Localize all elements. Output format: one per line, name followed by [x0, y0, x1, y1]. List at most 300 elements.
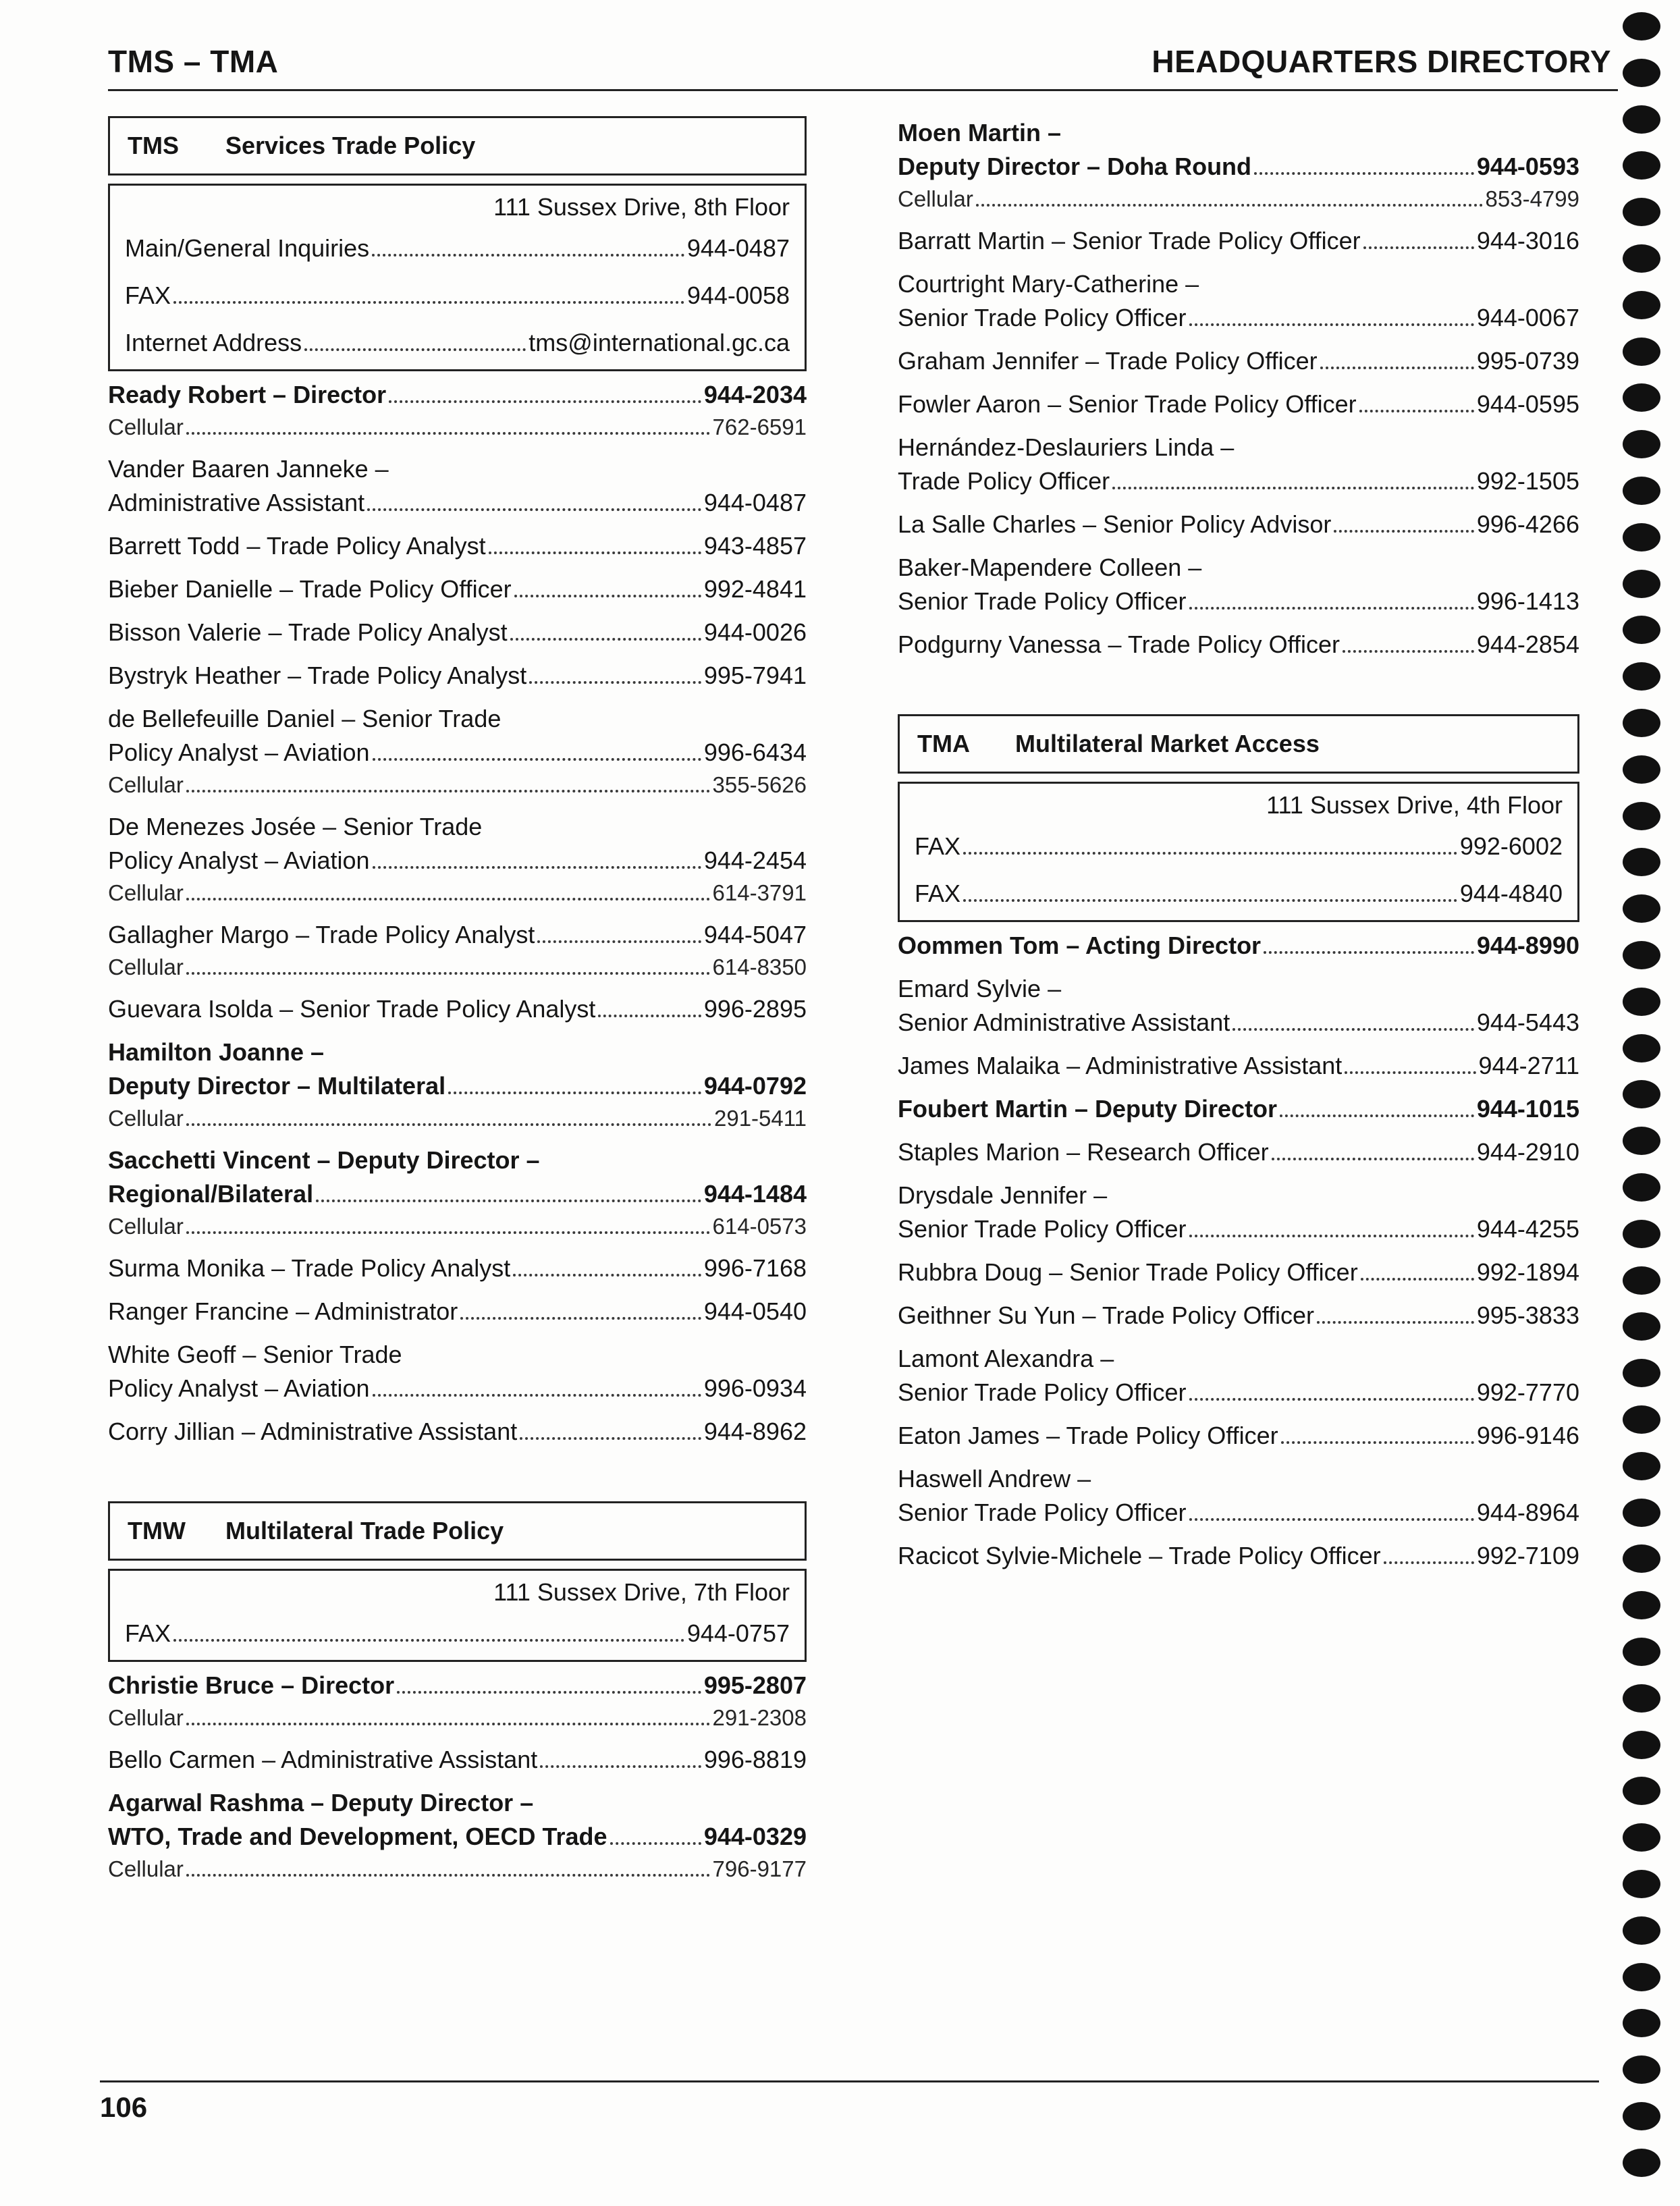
- dot-leader: [373, 1394, 701, 1397]
- entry-number: 614-0573: [712, 1214, 807, 1239]
- entry-line: [898, 1049, 1579, 1083]
- binding-hole: [1623, 1173, 1660, 1202]
- dot-leader: [510, 638, 701, 641]
- dot-leader: [1272, 1158, 1474, 1160]
- dot-leader: [1189, 323, 1474, 326]
- entry-label: Lamont Alexandra –: [898, 1345, 1114, 1372]
- entry-number: 944-0595: [1476, 390, 1579, 418]
- section-title: Multilateral Trade Policy: [225, 1517, 504, 1544]
- dot-leader: [610, 1842, 701, 1845]
- entry-label: Moen Martin –: [898, 119, 1062, 146]
- entry-label: Staples Marion – Research Officer: [898, 1138, 1269, 1166]
- entry-label: Cellular: [108, 414, 184, 439]
- entry-line: [898, 1256, 1579, 1289]
- entry-label: FAX: [915, 880, 961, 907]
- directory-entry: [108, 1295, 807, 1328]
- binding-hole: [1623, 1220, 1660, 1248]
- entry-label: Senior Trade Policy Officer: [898, 1378, 1187, 1406]
- binding-hole: [1623, 1359, 1660, 1387]
- binding-hole: [1623, 244, 1660, 273]
- directory-entry: [108, 1035, 807, 1134]
- entry-label: Barratt Martin – Senior Trade Policy Officer: [898, 227, 1361, 254]
- entry-line: [108, 1854, 807, 1885]
- entry-line: [108, 1069, 807, 1103]
- binding-hole: [1623, 151, 1660, 180]
- entry-line: [898, 224, 1579, 258]
- entry-line: [108, 1035, 807, 1069]
- binding-hole: [1623, 1916, 1660, 1945]
- dot-leader: [598, 1015, 701, 1017]
- dot-leader: [1359, 410, 1474, 412]
- entry-line: [898, 1135, 1579, 1169]
- entry-label: Administrative Assistant: [108, 489, 365, 516]
- entry-line: [108, 659, 807, 693]
- entry-line: [898, 1419, 1579, 1453]
- entry-line: [898, 184, 1579, 215]
- dot-leader: [1320, 367, 1474, 369]
- directory-entry: [898, 387, 1579, 421]
- dot-leader: [367, 508, 701, 511]
- entry-number: 291-2308: [712, 1705, 807, 1730]
- dot-leader: [186, 432, 710, 435]
- section-heading: [108, 1501, 807, 1561]
- dot-leader: [1232, 1028, 1474, 1031]
- entry-label: Surma Monika – Trade Policy Analyst: [108, 1254, 511, 1282]
- directory-entry: [108, 529, 807, 563]
- directory-entry: [898, 508, 1579, 541]
- binding-hole: [1623, 1591, 1660, 1619]
- section-tms: [108, 116, 807, 1449]
- entry-line: [108, 1786, 807, 1820]
- entry-label: Christie Bruce – Director: [108, 1671, 395, 1699]
- directory-entry: [898, 1179, 1579, 1246]
- entry-line: [125, 1610, 790, 1657]
- directory-entry: [898, 431, 1579, 498]
- dot-leader: [529, 681, 701, 684]
- directory-entry: [108, 1786, 807, 1885]
- contact-box: [108, 1569, 807, 1662]
- dot-leader: [316, 1200, 701, 1202]
- entry-number: 944-0026: [703, 618, 807, 646]
- entry-line: [898, 1179, 1579, 1212]
- entry-line: [108, 486, 807, 520]
- directory-entry: [108, 378, 807, 443]
- entry-label: Fowler Aaron – Senior Trade Policy Officer: [898, 390, 1357, 418]
- dot-leader: [397, 1691, 701, 1694]
- entry-line: [108, 378, 807, 412]
- entry-line: [898, 1212, 1579, 1246]
- entry-line: [108, 529, 807, 563]
- entry-number: 944-0593: [1476, 153, 1579, 180]
- binding-hole: [1623, 430, 1660, 458]
- directory-entry: [108, 452, 807, 520]
- dot-leader: [304, 348, 526, 351]
- section-tms-continued: [898, 116, 1579, 662]
- binding-hole: [1623, 988, 1660, 1016]
- directory-entry: [898, 1256, 1579, 1289]
- entry-label: Senior Trade Policy Officer: [898, 304, 1187, 331]
- entry-label: Cellular: [108, 954, 184, 979]
- entry-label: Courtright Mary-Catherine –: [898, 270, 1199, 298]
- dot-leader: [186, 898, 710, 900]
- entry-number: 614-8350: [712, 954, 807, 979]
- dot-leader: [1189, 1398, 1474, 1401]
- directory-entry: [898, 1539, 1579, 1573]
- binding-hole: [1623, 1544, 1660, 1573]
- dot-leader: [373, 866, 701, 869]
- entry-line: [125, 319, 790, 367]
- entry-number: 944-4255: [1476, 1215, 1579, 1243]
- entry-number: 992-1505: [1476, 467, 1579, 495]
- entry-number: 944-3016: [1476, 227, 1579, 254]
- binding-hole: [1623, 523, 1660, 552]
- entry-line: [898, 1462, 1579, 1496]
- entry-label: Agarwal Rashma – Deputy Director –: [108, 1789, 534, 1817]
- dot-leader: [1384, 1561, 1474, 1564]
- section-title: Services Trade Policy: [225, 132, 476, 159]
- entry-line: [108, 992, 807, 1026]
- dot-leader: [1281, 1441, 1474, 1444]
- entry-label: de Bellefeuille Daniel – Senior Trade: [108, 705, 502, 732]
- dot-leader: [1189, 1235, 1474, 1237]
- directory-entry: [108, 810, 807, 909]
- dot-leader: [372, 254, 684, 257]
- entry-line: [108, 1415, 807, 1449]
- binding-hole: [1623, 1777, 1660, 1805]
- entry-label: Barrett Todd – Trade Policy Analyst: [108, 532, 486, 560]
- directory-entry: [108, 659, 807, 693]
- entry-label: Cellular: [108, 772, 184, 797]
- directory-entry: [898, 929, 1579, 963]
- entry-number: 996-4266: [1476, 510, 1579, 538]
- directory-entry: [108, 702, 807, 801]
- entry-line: [898, 301, 1579, 335]
- entry-number: 944-2711: [1478, 1052, 1579, 1079]
- entry-number: 996-9146: [1476, 1422, 1579, 1449]
- directory-entry: [898, 551, 1579, 618]
- entry-line: [898, 387, 1579, 421]
- directory-entry: [108, 1144, 807, 1242]
- entry-label: Hamilton Joanne –: [108, 1038, 325, 1066]
- entry-label: Guevara Isolda – Senior Trade Policy Analyst: [108, 995, 596, 1023]
- entry-label: Haswell Andrew –: [898, 1465, 1091, 1492]
- entry-number: 944-5443: [1476, 1008, 1579, 1036]
- entry-line: [915, 823, 1563, 870]
- directory-entry: [108, 1252, 807, 1285]
- entry-number: 996-7168: [703, 1254, 807, 1282]
- binding-hole: [1623, 1127, 1660, 1155]
- entry-number: 944-2910: [1476, 1138, 1579, 1166]
- entry-line: [108, 952, 807, 983]
- entry-line: [108, 844, 807, 878]
- right-column: [898, 116, 1579, 1582]
- entry-line: [125, 225, 790, 272]
- entry-line: [108, 736, 807, 770]
- entry-line: [108, 412, 807, 443]
- entry-label: Cellular: [108, 1856, 184, 1881]
- entry-line: [898, 464, 1579, 498]
- contact-box: [108, 184, 807, 371]
- entry-label: Deputy Director – Doha Round: [898, 153, 1252, 180]
- entry-label: Baker-Mapendere Colleen –: [898, 554, 1202, 581]
- entry-line: [108, 770, 807, 801]
- binding-hole: [1623, 1312, 1660, 1341]
- dot-leader: [173, 301, 684, 304]
- entry-line: [108, 1144, 807, 1177]
- directory-entry: [898, 972, 1579, 1040]
- dot-leader: [513, 1274, 701, 1276]
- entry-line: [108, 810, 807, 844]
- entry-line: [108, 452, 807, 486]
- entry-number: 943-4857: [703, 532, 807, 560]
- entry-line: [898, 508, 1579, 541]
- directory-entry: [898, 1299, 1579, 1333]
- binding-hole: [1623, 1731, 1660, 1759]
- dot-leader: [1334, 530, 1474, 533]
- header-rule: [108, 89, 1618, 91]
- dot-leader: [520, 1437, 701, 1440]
- entry-number: tms@international.gc.ca: [529, 329, 790, 356]
- entry-label: Ready Robert – Director: [108, 381, 387, 408]
- directory-entry: [898, 267, 1579, 335]
- entry-line: [108, 1252, 807, 1285]
- binding-hole: [1623, 12, 1660, 41]
- directory-entry: [108, 1669, 807, 1733]
- entry-label: FAX: [915, 832, 961, 860]
- entry-line: [108, 1211, 807, 1242]
- dot-leader: [489, 552, 701, 554]
- binding-hole: [1623, 1870, 1660, 1898]
- entry-label: Cellular: [108, 1214, 184, 1239]
- dot-leader: [186, 1874, 710, 1877]
- entry-number: 944-0792: [703, 1072, 807, 1100]
- entry-number: 291-5411: [713, 1106, 807, 1131]
- directory-entry: [898, 1342, 1579, 1409]
- entry-label: Bisson Valerie – Trade Policy Analyst: [108, 618, 508, 646]
- section-tmw: [108, 1501, 807, 1885]
- entry-line: [898, 551, 1579, 585]
- entry-line: [108, 616, 807, 649]
- entry-label: De Menezes Josée – Senior Trade: [108, 813, 483, 840]
- entry-number: 992-7109: [1476, 1542, 1579, 1569]
- entry-label: WTO, Trade and Development, OECD Trade: [108, 1823, 607, 1850]
- entry-list: [898, 116, 1579, 662]
- footer-rule: [100, 2080, 1599, 2082]
- binding-hole: [1623, 894, 1660, 923]
- entry-label: Regional/Bilateral: [108, 1180, 314, 1208]
- directory-entry: [108, 616, 807, 649]
- binding-hole: [1623, 1823, 1660, 1852]
- entry-line: [898, 1299, 1579, 1333]
- entry-line: [898, 929, 1579, 963]
- entry-label: Trade Policy Officer: [898, 467, 1110, 495]
- entry-label: Senior Trade Policy Officer: [898, 1215, 1187, 1243]
- directory-entry: [898, 116, 1579, 215]
- entry-line: [108, 918, 807, 952]
- entry-label: Corry Jillian – Administrative Assistant: [108, 1418, 518, 1445]
- entry-line: [108, 1177, 807, 1211]
- entry-label: Vander Baaren Janneke –: [108, 455, 389, 483]
- entry-number: 996-0934: [703, 1374, 807, 1402]
- dot-leader: [1189, 1518, 1474, 1521]
- entry-number: 944-0540: [703, 1297, 807, 1325]
- entry-number: 995-7941: [703, 662, 807, 689]
- binding-hole: [1623, 1638, 1660, 1666]
- entry-label: FAX: [125, 1619, 171, 1647]
- dot-leader: [1317, 1321, 1474, 1324]
- section-code: TMS: [128, 132, 179, 159]
- entry-number: 944-4840: [1459, 880, 1563, 907]
- directory-entry: [108, 1743, 807, 1777]
- binding-hole: [1623, 1034, 1660, 1062]
- dot-leader: [373, 758, 701, 761]
- dot-leader: [1189, 607, 1474, 610]
- binding-hole: [1623, 2102, 1660, 2130]
- binding-hole: [1623, 477, 1660, 505]
- entry-label: Senior Administrative Assistant: [898, 1008, 1230, 1036]
- entry-label: Emard Sylvie –: [898, 975, 1062, 1002]
- binding-hole: [1623, 755, 1660, 784]
- entry-label: Policy Analyst – Aviation: [108, 738, 370, 766]
- binding-hole: [1623, 802, 1660, 830]
- dot-leader: [186, 1123, 711, 1126]
- binding-hole: [1623, 383, 1660, 412]
- directory-entry: [898, 1049, 1579, 1083]
- entry-number: 996-2895: [703, 995, 807, 1023]
- address: 111 Sussex Drive, 7th Floor: [493, 1578, 790, 1606]
- entry-label: Cellular: [108, 1705, 184, 1730]
- directory-entry: [108, 918, 807, 983]
- binding-hole: [1623, 1684, 1660, 1713]
- address: 111 Sussex Drive, 4th Floor: [1266, 791, 1563, 819]
- entry-number: 944-8990: [1476, 932, 1579, 959]
- entry-number: 944-1484: [703, 1180, 807, 1208]
- entry-label: Racicot Sylvie-Michele – Trade Policy Officer: [898, 1542, 1381, 1569]
- directory-entry: [898, 1462, 1579, 1530]
- directory-entry: [898, 628, 1579, 662]
- entry-number: 762-6591: [712, 414, 807, 439]
- running-header-left: TMS – TMA: [108, 44, 279, 79]
- dot-leader: [1264, 951, 1474, 954]
- section-title: Multilateral Market Access: [1015, 730, 1320, 757]
- entry-number: 944-2034: [703, 381, 807, 408]
- entry-label: Cellular: [108, 1106, 184, 1131]
- left-column: [108, 116, 807, 1894]
- entry-label: Cellular: [898, 186, 973, 211]
- entry-number: 944-0487: [686, 234, 790, 262]
- section-code: TMW: [128, 1517, 186, 1544]
- entry-line: [898, 116, 1579, 150]
- binding-hole: [1623, 709, 1660, 737]
- entry-line: [108, 1743, 807, 1777]
- entry-line: [108, 878, 807, 909]
- binding-hole: [1623, 198, 1660, 226]
- dot-leader: [186, 972, 710, 975]
- binding-hole: [1623, 1452, 1660, 1480]
- entry-number: 995-0739: [1476, 347, 1579, 375]
- directory-entry: [898, 1419, 1579, 1453]
- directory-entry: [898, 344, 1579, 378]
- binding-hole: [1623, 662, 1660, 691]
- entry-line: [898, 585, 1579, 618]
- section-heading: [898, 714, 1579, 774]
- entry-label: Policy Analyst – Aviation: [108, 1374, 370, 1402]
- entry-line: [898, 628, 1579, 662]
- dot-leader: [448, 1092, 701, 1094]
- entry-line: [108, 1669, 807, 1702]
- dot-leader: [540, 1765, 701, 1768]
- entry-line: [915, 870, 1563, 917]
- entry-line: [898, 1006, 1579, 1040]
- dot-leader: [186, 790, 710, 792]
- entry-number: 996-6434: [703, 738, 807, 766]
- entry-line: [108, 1338, 807, 1372]
- entry-number: 996-8819: [703, 1746, 807, 1773]
- entry-label: Drysdale Jennifer –: [898, 1181, 1108, 1209]
- dot-leader: [1363, 246, 1474, 249]
- dot-leader: [976, 204, 1483, 207]
- entry-label: Graham Jennifer – Trade Policy Officer: [898, 347, 1318, 375]
- binding-hole: [1623, 570, 1660, 598]
- dot-leader: [1254, 172, 1474, 175]
- entry-label: Cellular: [108, 880, 184, 905]
- dot-leader: [537, 940, 701, 943]
- directory-entry: [108, 992, 807, 1026]
- entry-label: Policy Analyst – Aviation: [108, 846, 370, 874]
- binding-hole: [1623, 848, 1660, 876]
- entry-label: Podgurny Vanessa – Trade Policy Officer: [898, 630, 1340, 658]
- entry-line: [108, 1702, 807, 1733]
- entry-number: 995-2807: [703, 1671, 807, 1699]
- directory-entry: [108, 572, 807, 606]
- section-heading: [108, 116, 807, 176]
- dot-leader: [1345, 1071, 1475, 1074]
- entry-line: [108, 702, 807, 736]
- dot-leader: [963, 899, 1457, 902]
- binding-hole: [1623, 1499, 1660, 1527]
- directory-entry: [898, 1135, 1579, 1169]
- contact-box: [898, 782, 1579, 922]
- page-number: 106: [100, 2091, 148, 2123]
- entry-label: Foubert Martin – Deputy Director: [898, 1095, 1278, 1123]
- entry-number: 944-0058: [686, 281, 790, 309]
- directory-entry: [898, 224, 1579, 258]
- binding-hole: [1623, 1266, 1660, 1295]
- entry-label: Bystryk Heather – Trade Policy Analyst: [108, 662, 527, 689]
- binding-hole: [1623, 105, 1660, 134]
- entry-line: [898, 431, 1579, 464]
- entry-label: Ranger Francine – Administrator: [108, 1297, 458, 1325]
- entry-number: 944-1015: [1476, 1095, 1579, 1123]
- dot-leader: [1343, 650, 1474, 653]
- binding-holes: [1620, 0, 1667, 2206]
- dot-leader: [389, 400, 701, 403]
- entry-list: [108, 378, 807, 1449]
- entry-line: [108, 1820, 807, 1854]
- entry-label: Gallagher Margo – Trade Policy Analyst: [108, 921, 535, 948]
- binding-hole: [1623, 1080, 1660, 1108]
- dot-leader: [514, 595, 701, 597]
- entry-label: La Salle Charles – Senior Policy Advisor: [898, 510, 1332, 538]
- entry-line: [898, 267, 1579, 301]
- entry-number: 992-6002: [1459, 832, 1563, 860]
- entry-label: Deputy Director – Multilateral: [108, 1072, 446, 1100]
- dot-leader: [186, 1231, 710, 1234]
- entry-label: Sacchetti Vincent – Deputy Director –: [108, 1146, 540, 1174]
- binding-hole: [1623, 2149, 1660, 2177]
- entry-label: Eaton James – Trade Policy Officer: [898, 1422, 1278, 1449]
- directory-entry: [108, 1415, 807, 1449]
